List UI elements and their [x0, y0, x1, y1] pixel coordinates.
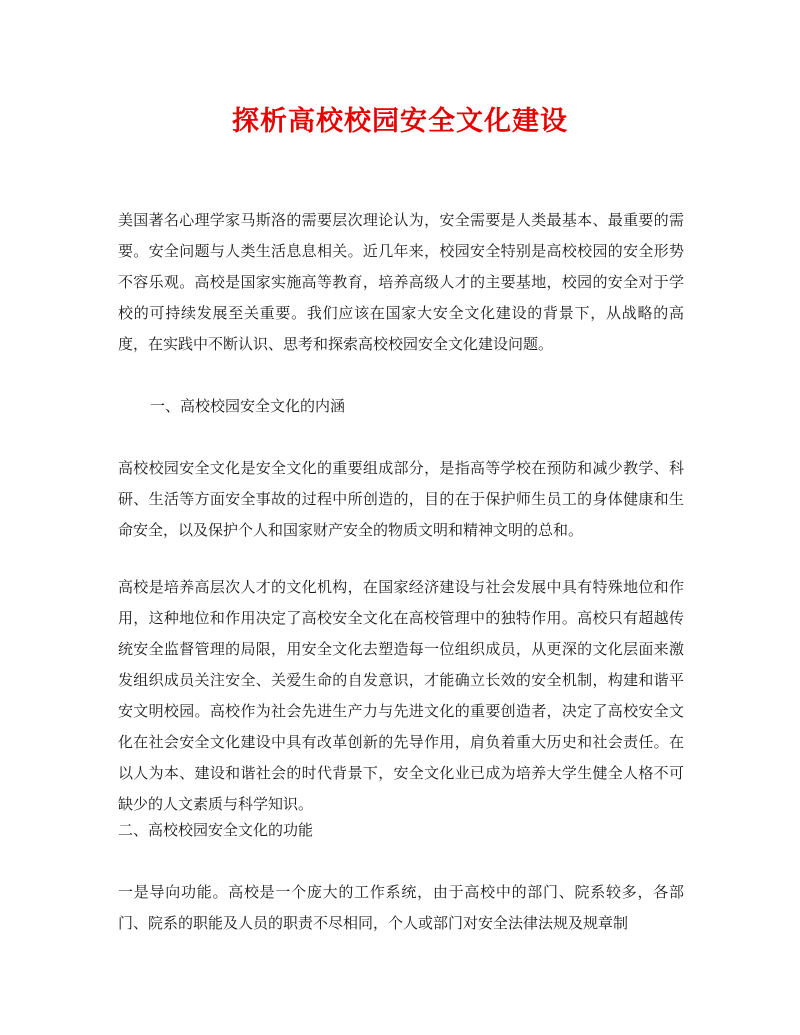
- section-heading-function: 二、高校校园安全文化的功能: [118, 821, 314, 839]
- intro-paragraph: 美国著名心理学家马斯洛的需要层次理论认为，安全需要是人类最基本、最重要的需要。安全问题与人类生活息息相关。近几年来，校园安全特别是高校校园的安全形势不容乐观。高校是国家实施高等教育，培养高级人才的主要基地，校园的安全对于学校的可持续发展至关重要。我们应该在国家大安全文化建设的背景下，从战略的高度，在实践中不断认识、思考和探索高校校园安全文化建设问题。: [118, 211, 684, 353]
- definition-paragraph: 高校校园安全文化是安全文化的重要组成部分，是指高等学校在预防和减少教学、科研、生活等方面安全事故的过程中所创造的，目的在于保护师生员工的身体健康和生命安全，以及保护个人和国家财产安全的物质文明和精神文明的总和。: [118, 459, 684, 539]
- function-paragraph: 一是导向功能。高校是一个庞大的工作系统，由于高校中的部门、院系较多，各部门、院系的职能及人员的职责不尽相同，个人或部门对安全法律法规及规章制: [118, 883, 684, 932]
- document-title: 探析高校校园安全文化建设: [232, 106, 568, 137]
- section-heading-connotation: 一、高校校园安全文化的内涵: [150, 397, 346, 415]
- role-paragraph: 高校是培养高层次人才的文化机构，在国家经济建设与社会发展中具有特殊地位和作用，这种地位和作用决定了高校安全文化在高校管理中的独特作用。高校只有超越传统安全监督管理的局限，用安全文化去塑造每一位组织成员，从更深的文化层面来激发组织成员关注安全、关爱生命的自发意识，才能确立长效的安全机制，构建和谐平安文明校园。高校作为社会先进生产力与先进文化的重要创造者，决定了高校安全文化在社会安全文化建设中具有改革创新的先导作用，肩负着重大历史和社会责任。在以人为本、建设和谐社会的时代背景下，安全文化业已成为培养大学生健全人格不可缺少的人文素质与科学知识。: [118, 578, 684, 813]
